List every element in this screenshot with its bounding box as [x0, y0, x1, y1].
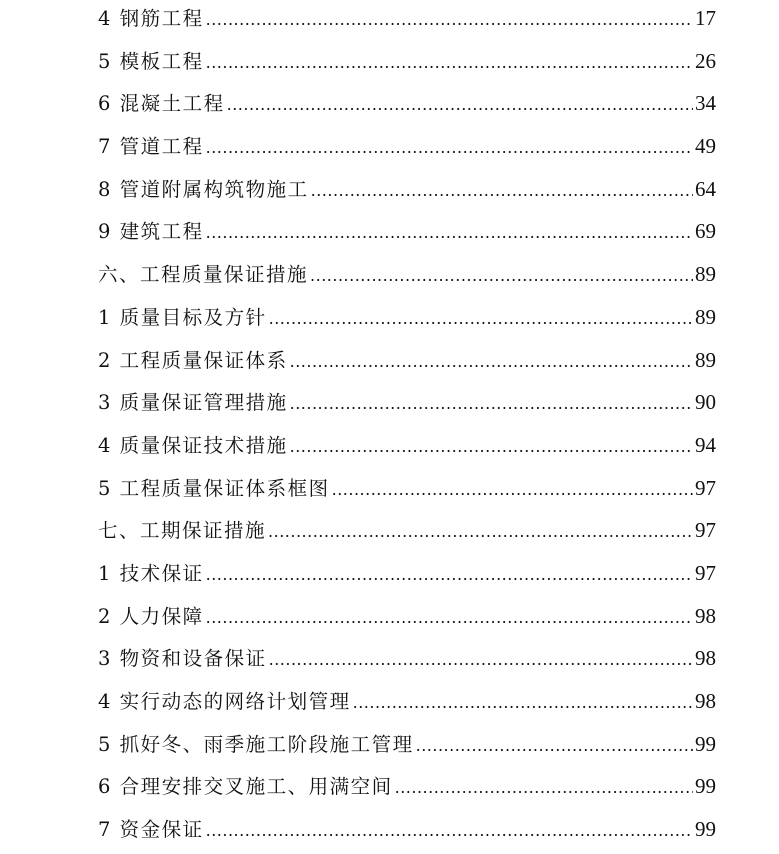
toc-entry-title: 1 质量目标及方针: [98, 305, 267, 329]
toc-entry-title: 8 管道附属构筑物施工: [98, 177, 309, 201]
toc-dot-leader: [268, 522, 693, 541]
toc-entry-title: 5 工程质量保证体系框图: [98, 476, 330, 500]
toc-dot-leader: [227, 95, 693, 114]
toc-dot-leader: [290, 352, 693, 371]
toc-entry[interactable]: [98, 213, 716, 256]
toc-entry-page: 69: [695, 219, 716, 244]
toc-entry-page: 99: [695, 731, 716, 756]
toc-entry-title: 4 钢筋工程: [98, 7, 204, 30]
toc-entry-title: 3 质量保证管理措施: [98, 391, 288, 415]
toc-dot-leader: [206, 53, 693, 72]
toc-dot-leader: [206, 138, 693, 157]
toc-section-heading[interactable]: [98, 256, 716, 299]
toc-entry-page: 99: [695, 817, 716, 842]
toc-entry-page: 64: [695, 176, 716, 201]
toc-dot-leader: [206, 565, 693, 584]
toc-entry-page: 97: [695, 518, 716, 543]
toc-dot-leader: [206, 10, 693, 29]
toc-dot-leader: [395, 778, 693, 797]
toc-dot-leader: [269, 650, 693, 669]
toc-entry-title: 2 工程质量保证体系: [98, 348, 288, 372]
toc-entry[interactable]: [98, 598, 716, 641]
toc-entry-title: 6 合理安排交叉施工、用满空间: [98, 775, 393, 799]
toc-entry-page: 34: [695, 91, 716, 116]
toc-dot-leader: [206, 821, 693, 840]
toc-entry-title: 7 资金保证: [98, 818, 204, 842]
toc-entry-title: 5 模板工程: [98, 49, 204, 73]
toc-entry-title: 1 技术保证: [98, 561, 204, 585]
toc-entry-page: 97: [695, 560, 716, 585]
toc-entry[interactable]: [98, 384, 716, 427]
toc-entry-title: 3 物资和设备保证: [98, 647, 267, 671]
toc-entry[interactable]: [98, 299, 716, 342]
toc-entry-title: 六、工程质量保证措施: [98, 263, 309, 287]
toc-entry-page: 98: [695, 646, 716, 671]
toc-entry[interactable]: [98, 427, 716, 470]
toc-entry-page: 98: [695, 689, 716, 713]
toc-entry-page: 49: [695, 134, 716, 159]
toc-dot-leader: [206, 223, 693, 242]
toc-entry[interactable]: [98, 726, 716, 769]
toc-entry[interactable]: [98, 43, 716, 86]
toc-dot-leader: [416, 736, 693, 755]
toc-entry-title: 2 人力保障: [98, 604, 204, 628]
toc-entry-title: 5 抓好冬、雨季施工阶段施工管理: [98, 732, 414, 756]
toc-entry[interactable]: [98, 811, 716, 854]
toc-dot-leader: [353, 693, 693, 712]
toc-dot-leader: [290, 437, 693, 456]
toc-entry-page: 97: [695, 475, 716, 500]
toc-entry[interactable]: [98, 342, 716, 385]
toc-entry-page: 89: [695, 304, 716, 329]
toc-entry-page: 98: [695, 603, 716, 628]
toc-entry-page: 94: [695, 432, 716, 457]
toc-entry[interactable]: [98, 128, 716, 171]
toc-dot-leader: [310, 266, 693, 285]
toc-dot-leader: [311, 181, 693, 200]
toc-entry-page: 17: [695, 6, 716, 30]
toc-dot-leader: [332, 480, 693, 499]
toc-entry[interactable]: [98, 85, 716, 128]
toc-entry[interactable]: [98, 683, 716, 726]
toc-entry[interactable]: [98, 640, 716, 683]
toc-section-heading[interactable]: [98, 512, 716, 555]
table-of-contents: [98, 0, 716, 854]
toc-entry[interactable]: [98, 470, 716, 513]
toc-dot-leader: [269, 309, 693, 328]
toc-entry[interactable]: [98, 555, 716, 598]
toc-entry-page: 89: [695, 347, 716, 372]
toc-entry-page: 99: [695, 774, 716, 799]
toc-entry[interactable]: [98, 171, 716, 214]
toc-entry-page: 89: [695, 262, 716, 287]
toc-dot-leader: [206, 608, 693, 627]
toc-entry-title: 七、工期保证措施: [98, 519, 267, 543]
toc-entry[interactable]: [98, 0, 716, 43]
toc-entry-title: 7 管道工程: [98, 135, 204, 159]
toc-entry-title: 4 质量保证技术措施: [98, 433, 288, 457]
toc-entry-title: 9 建筑工程: [98, 220, 204, 244]
toc-entry-title: 6 混凝土工程: [98, 92, 225, 116]
toc-dot-leader: [290, 394, 693, 413]
toc-entry-page: 90: [695, 390, 716, 415]
toc-entry-title: 4 实行动态的网络计划管理: [98, 690, 351, 713]
toc-entry[interactable]: [98, 768, 716, 811]
toc-entry-page: 26: [695, 48, 716, 73]
